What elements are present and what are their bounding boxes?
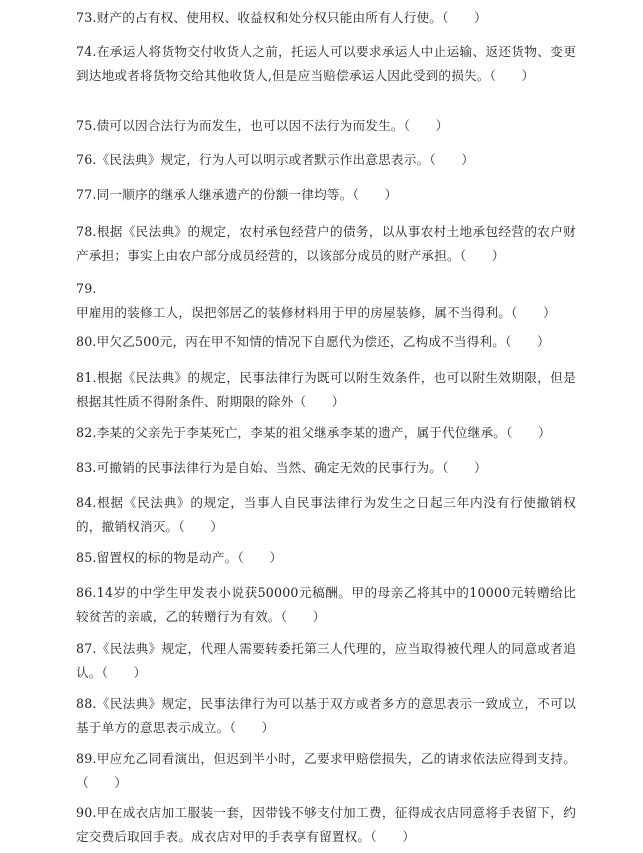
question-80	[76, 330, 576, 354]
question-text: 甲在成衣店加工服装一套，因带钱不够支付加工费，征得成衣店同意将手表留下，约定交费后取回手表。成衣店对甲的手表享有留置权。（ ）	[76, 805, 576, 844]
question-89	[76, 747, 576, 795]
question-text: 根据《民法典》的规定，当事人自民事法律行为发生之日起三年内没有行使撤销权的，撤销权消灭。（ ）	[76, 495, 576, 534]
question-90	[76, 801, 576, 849]
question-79	[76, 277, 576, 325]
question-number: 80.	[76, 334, 97, 349]
question-text: 根据《民法典》的规定，农村承包经营户的债务，以从事农村土地承包经营的农户财产承担；事实上由农户部分成员经营的，以该部分成员的财产承担。（ ）	[76, 224, 576, 263]
question-number: 85.	[76, 550, 97, 565]
question-text: 甲应允乙同看演出，但迟到半小时，乙要求甲赔偿损失，乙的请求依法应得到支持。（ ）	[76, 751, 576, 790]
question-number: 86.	[76, 585, 97, 600]
question-number: 88.	[76, 696, 97, 711]
question-75	[76, 114, 576, 138]
question-number: 84.	[76, 495, 97, 510]
question-number: 77.	[76, 187, 97, 202]
question-text: 在承运人将货物交付收货人之前，托运人可以要求承运人中止运输、返还货物、变更到达地或者将货物交给其他收货人,但是应当赔偿承运人因此受到的损失。（ ）	[76, 44, 576, 83]
question-text: 债可以因合法行为而发生，也可以因不法行为而发生。（ ）	[96, 118, 449, 133]
question-text: 14岁的中学生甲发表小说获50000元稿酬。甲的母亲乙将其中的10000元转赠给比较贫苦的亲戚，乙的转赠行为有效。（ ）	[76, 585, 576, 624]
question-text: 同一顺序的继承人继承遗产的份额一律均等。（ ）	[96, 187, 398, 202]
question-number: 78.	[76, 224, 97, 239]
question-text: 财产的占有权、使用权、收益权和处分权只能由所有人行使。（ ）	[96, 10, 487, 25]
question-number: 74.	[76, 44, 97, 59]
question-text: 根据《民法典》的规定，民事法律行为既可以附生效条件，也可以附生效期限，但是根据其性质不得附条件、附期限的除外（ ）	[76, 370, 576, 409]
question-text: 《民法典》规定，民事法律行为可以基于双方或者多方的意思表示一致成立，不可以基于单方的意思表示成立。（ ）	[76, 696, 576, 735]
question-text: 《民法典》规定，代理人需要转委托第三人代理的，应当取得被代理人的同意或者追认。（ ）	[76, 641, 576, 680]
question-73	[76, 6, 576, 30]
question-text: 留置权的标的物是动产。（ ）	[96, 550, 283, 565]
question-number: 83.	[76, 460, 97, 475]
question-88	[76, 692, 576, 740]
question-78	[76, 220, 576, 268]
question-85	[76, 546, 576, 570]
question-84	[76, 491, 576, 539]
question-74	[76, 40, 576, 88]
question-number: 79.	[76, 281, 97, 296]
question-text: 甲雇用的装修工人，误把邻居乙的装修材料用于甲的房屋装修，属不当得利。（ ）	[76, 305, 556, 320]
question-81	[76, 366, 576, 414]
question-number: 75.	[76, 118, 97, 133]
question-number: 90.	[76, 805, 97, 820]
question-82	[76, 421, 576, 445]
question-76	[76, 148, 576, 172]
question-87	[76, 637, 576, 685]
question-number: 73.	[76, 10, 97, 25]
question-text: 《民法典》规定，行为人可以明示或者默示作出意思表示。（ ）	[96, 152, 475, 167]
question-number: 89.	[76, 751, 97, 766]
question-text: 甲欠乙500元，丙在甲不知情的情况下自愿代为偿还，乙构成不当得利。（ ）	[96, 334, 550, 349]
question-number: 82.	[76, 425, 97, 440]
question-text: 李某的父亲先于李某死亡，李某的祖父继承李某的遗产，属于代位继承。（ ）	[96, 425, 551, 440]
question-77	[76, 183, 576, 207]
question-86	[76, 581, 576, 629]
question-number: 76.	[76, 152, 97, 167]
question-number: 87.	[76, 641, 97, 656]
question-number: 81.	[76, 370, 97, 385]
question-83	[76, 456, 576, 480]
question-text: 可撤销的民事法律行为是自始、当然、确定无效的民事行为。（ ）	[96, 460, 487, 475]
